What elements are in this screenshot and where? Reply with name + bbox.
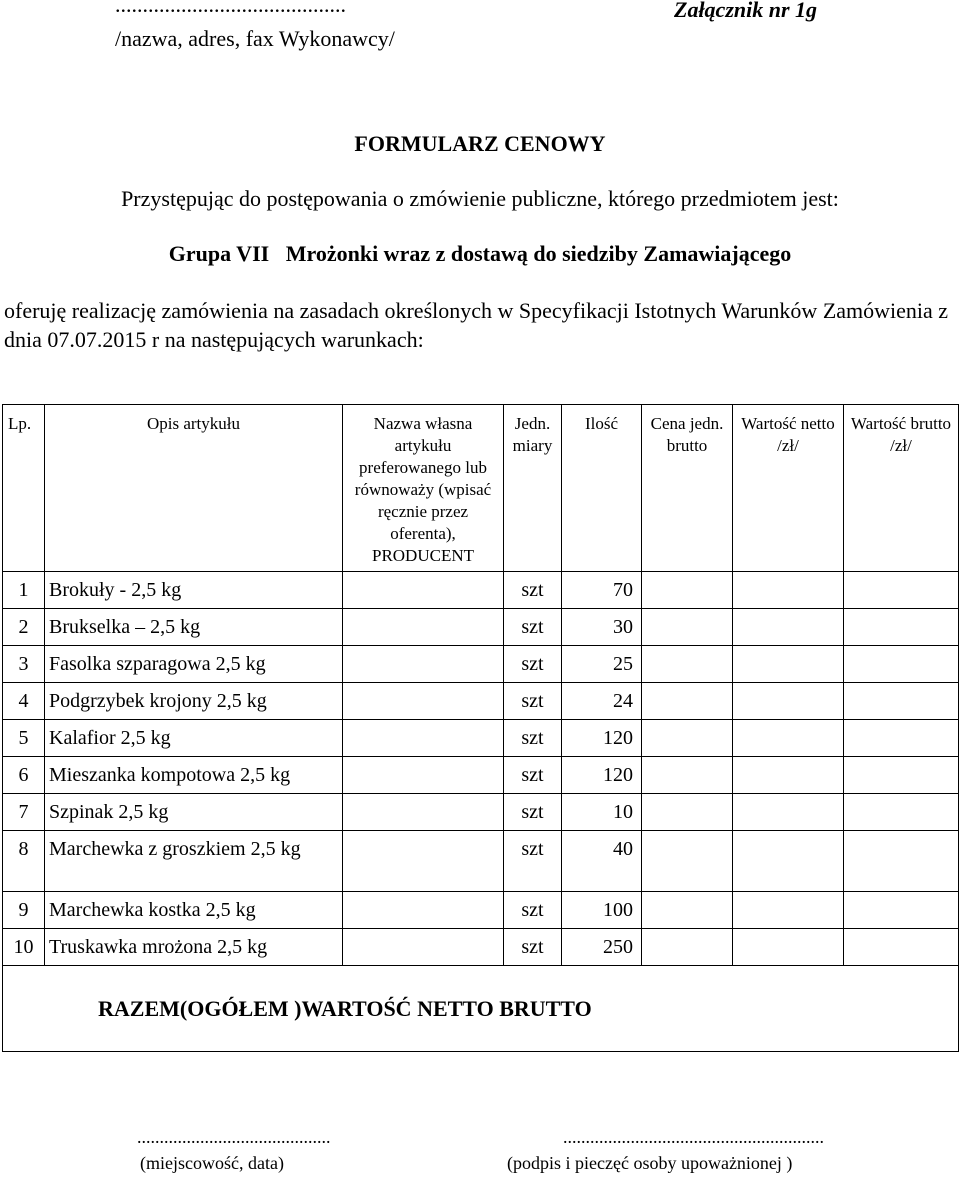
table-row	[3, 892, 959, 929]
row-lp: 6	[3, 757, 45, 794]
row-own-name-cell[interactable]	[343, 720, 504, 757]
row-net-value-cell[interactable]	[733, 831, 844, 892]
row-gross-value-cell[interactable]	[844, 831, 959, 892]
row-unit-price-cell[interactable]	[642, 572, 733, 609]
row-net-value-cell[interactable]	[733, 794, 844, 831]
table-row	[3, 794, 959, 831]
row-qty: 120	[562, 757, 642, 794]
row-unit: szt	[504, 646, 562, 683]
row-net-value-cell[interactable]	[733, 572, 844, 609]
row-gross-value-cell[interactable]	[844, 609, 959, 646]
row-unit: szt	[504, 757, 562, 794]
row-lp: 9	[3, 892, 45, 929]
row-desc: Kalafior 2,5 kg	[45, 720, 343, 757]
table-header-row	[3, 405, 959, 572]
signature-label: (podpis i pieczęć osoby upoważnionej )	[507, 1153, 793, 1173]
row-lp: 5	[3, 720, 45, 757]
row-desc: Mieszanka kompotowa 2,5 kg	[45, 757, 343, 794]
col-gross-value-header: Wartość brutto /zł/	[844, 405, 959, 572]
row-desc: Marchewka z groszkiem 2,5 kg	[45, 831, 343, 892]
row-qty: 40	[562, 831, 642, 892]
row-gross-value-cell[interactable]	[844, 929, 959, 966]
row-net-value-cell[interactable]	[733, 892, 844, 929]
row-desc: Brukselka – 2,5 kg	[45, 609, 343, 646]
row-unit-price-cell[interactable]	[642, 831, 733, 892]
row-net-value-cell[interactable]	[733, 929, 844, 966]
row-unit: szt	[504, 572, 562, 609]
row-gross-value-cell[interactable]	[844, 720, 959, 757]
row-unit-price-cell[interactable]	[642, 794, 733, 831]
row-unit: szt	[504, 929, 562, 966]
group-title: Grupa VII Mrożonki wraz z dostawą do siedziby Zamawiającego	[168, 241, 792, 266]
row-desc: Szpinak 2,5 kg	[45, 794, 343, 831]
row-qty: 70	[562, 572, 642, 609]
row-own-name-cell[interactable]	[343, 646, 504, 683]
row-net-value-cell[interactable]	[733, 646, 844, 683]
row-unit-price-cell[interactable]	[642, 720, 733, 757]
row-net-value-cell[interactable]	[733, 609, 844, 646]
row-gross-value-cell[interactable]	[844, 757, 959, 794]
row-net-value-cell[interactable]	[733, 757, 844, 794]
row-lp: 3	[3, 646, 45, 683]
row-lp: 10	[3, 929, 45, 966]
row-net-value-cell[interactable]	[733, 720, 844, 757]
table-row	[3, 683, 959, 720]
table-row	[3, 646, 959, 683]
place-date-label: (miejscowość, data)	[140, 1153, 284, 1173]
row-unit-price-cell[interactable]	[642, 892, 733, 929]
row-unit: szt	[504, 683, 562, 720]
row-qty: 30	[562, 609, 642, 646]
contractor-dots: ..........................................	[115, 0, 346, 17]
row-unit-price-cell[interactable]	[642, 683, 733, 720]
row-gross-value-cell[interactable]	[844, 794, 959, 831]
col-unit-header: Jedn. miary	[504, 405, 562, 572]
contractor-note: /nazwa, adres, fax Wykonawcy/	[115, 26, 395, 51]
row-own-name-cell[interactable]	[343, 572, 504, 609]
row-qty: 120	[562, 720, 642, 757]
row-own-name-cell[interactable]	[343, 794, 504, 831]
row-own-name-cell[interactable]	[343, 929, 504, 966]
row-unit: szt	[504, 609, 562, 646]
row-own-name-cell[interactable]	[343, 609, 504, 646]
row-desc: Marchewka kostka 2,5 kg	[45, 892, 343, 929]
price-table	[2, 404, 959, 1052]
row-lp: 7	[3, 794, 45, 831]
col-unit-price-header: Cena jedn. brutto	[642, 405, 733, 572]
row-lp: 8	[3, 831, 45, 892]
row-qty: 10	[562, 794, 642, 831]
signature-dots: ..........................................................	[563, 1127, 824, 1147]
row-own-name-cell[interactable]	[343, 892, 504, 929]
row-unit-price-cell[interactable]	[642, 929, 733, 966]
total-row	[3, 966, 959, 1052]
form-title: FORMULARZ CENOWY	[354, 131, 606, 156]
row-gross-value-cell[interactable]	[844, 683, 959, 720]
row-gross-value-cell[interactable]	[844, 892, 959, 929]
row-own-name-cell[interactable]	[343, 831, 504, 892]
row-unit-price-cell[interactable]	[642, 609, 733, 646]
row-gross-value-cell[interactable]	[844, 646, 959, 683]
row-unit: szt	[504, 794, 562, 831]
table-row	[3, 929, 959, 966]
row-qty: 100	[562, 892, 642, 929]
row-unit-price-cell[interactable]	[642, 646, 733, 683]
row-gross-value-cell[interactable]	[844, 572, 959, 609]
row-unit: szt	[504, 892, 562, 929]
row-unit: szt	[504, 720, 562, 757]
col-lp-header: Lp.	[3, 405, 45, 572]
row-desc: Podgrzybek krojony 2,5 kg	[45, 683, 343, 720]
row-unit: szt	[504, 831, 562, 892]
row-net-value-cell[interactable]	[733, 683, 844, 720]
form-intro: Przystępując do postępowania o zmówienie publiczne, którego przedmiotem jest:	[121, 186, 839, 211]
table-row	[3, 572, 959, 609]
row-lp: 1	[3, 572, 45, 609]
col-net-value-header: Wartość netto /zł/	[733, 405, 844, 572]
annex-label: Załącznik nr 1g	[674, 0, 818, 22]
row-unit-price-cell[interactable]	[642, 757, 733, 794]
row-desc: Brokuły - 2,5 kg	[45, 572, 343, 609]
row-desc: Truskawka mrożona 2,5 kg	[45, 929, 343, 966]
table-row	[3, 831, 959, 892]
row-qty: 25	[562, 646, 642, 683]
offer-text: oferuję realizację zamówienia na zasadach określonych w Specyfikacji Istotnych Warunków Zamówienia z dnia 07.07.2015 r na następujących warunkach:	[4, 298, 949, 352]
place-date-dots: ...........................................	[137, 1127, 331, 1147]
total-label: RAZEM(OGÓŁEM )WARTOŚĆ NETTO BRUTTO	[3, 966, 959, 1052]
row-own-name-cell[interactable]	[343, 757, 504, 794]
row-qty: 250	[562, 929, 642, 966]
col-desc-header: Opis artykułu	[45, 405, 343, 572]
table-row	[3, 609, 959, 646]
row-lp: 4	[3, 683, 45, 720]
row-qty: 24	[562, 683, 642, 720]
row-own-name-cell[interactable]	[343, 683, 504, 720]
row-lp: 2	[3, 609, 45, 646]
table-row	[3, 757, 959, 794]
row-desc: Fasolka szparagowa 2,5 kg	[45, 646, 343, 683]
col-own-name-header: Nazwa własna artykułu preferowanego lub równoważy (wpisać ręcznie przez oferenta), PRODUCENT	[343, 405, 504, 572]
col-qty-header: Ilość	[562, 405, 642, 572]
table-row	[3, 720, 959, 757]
